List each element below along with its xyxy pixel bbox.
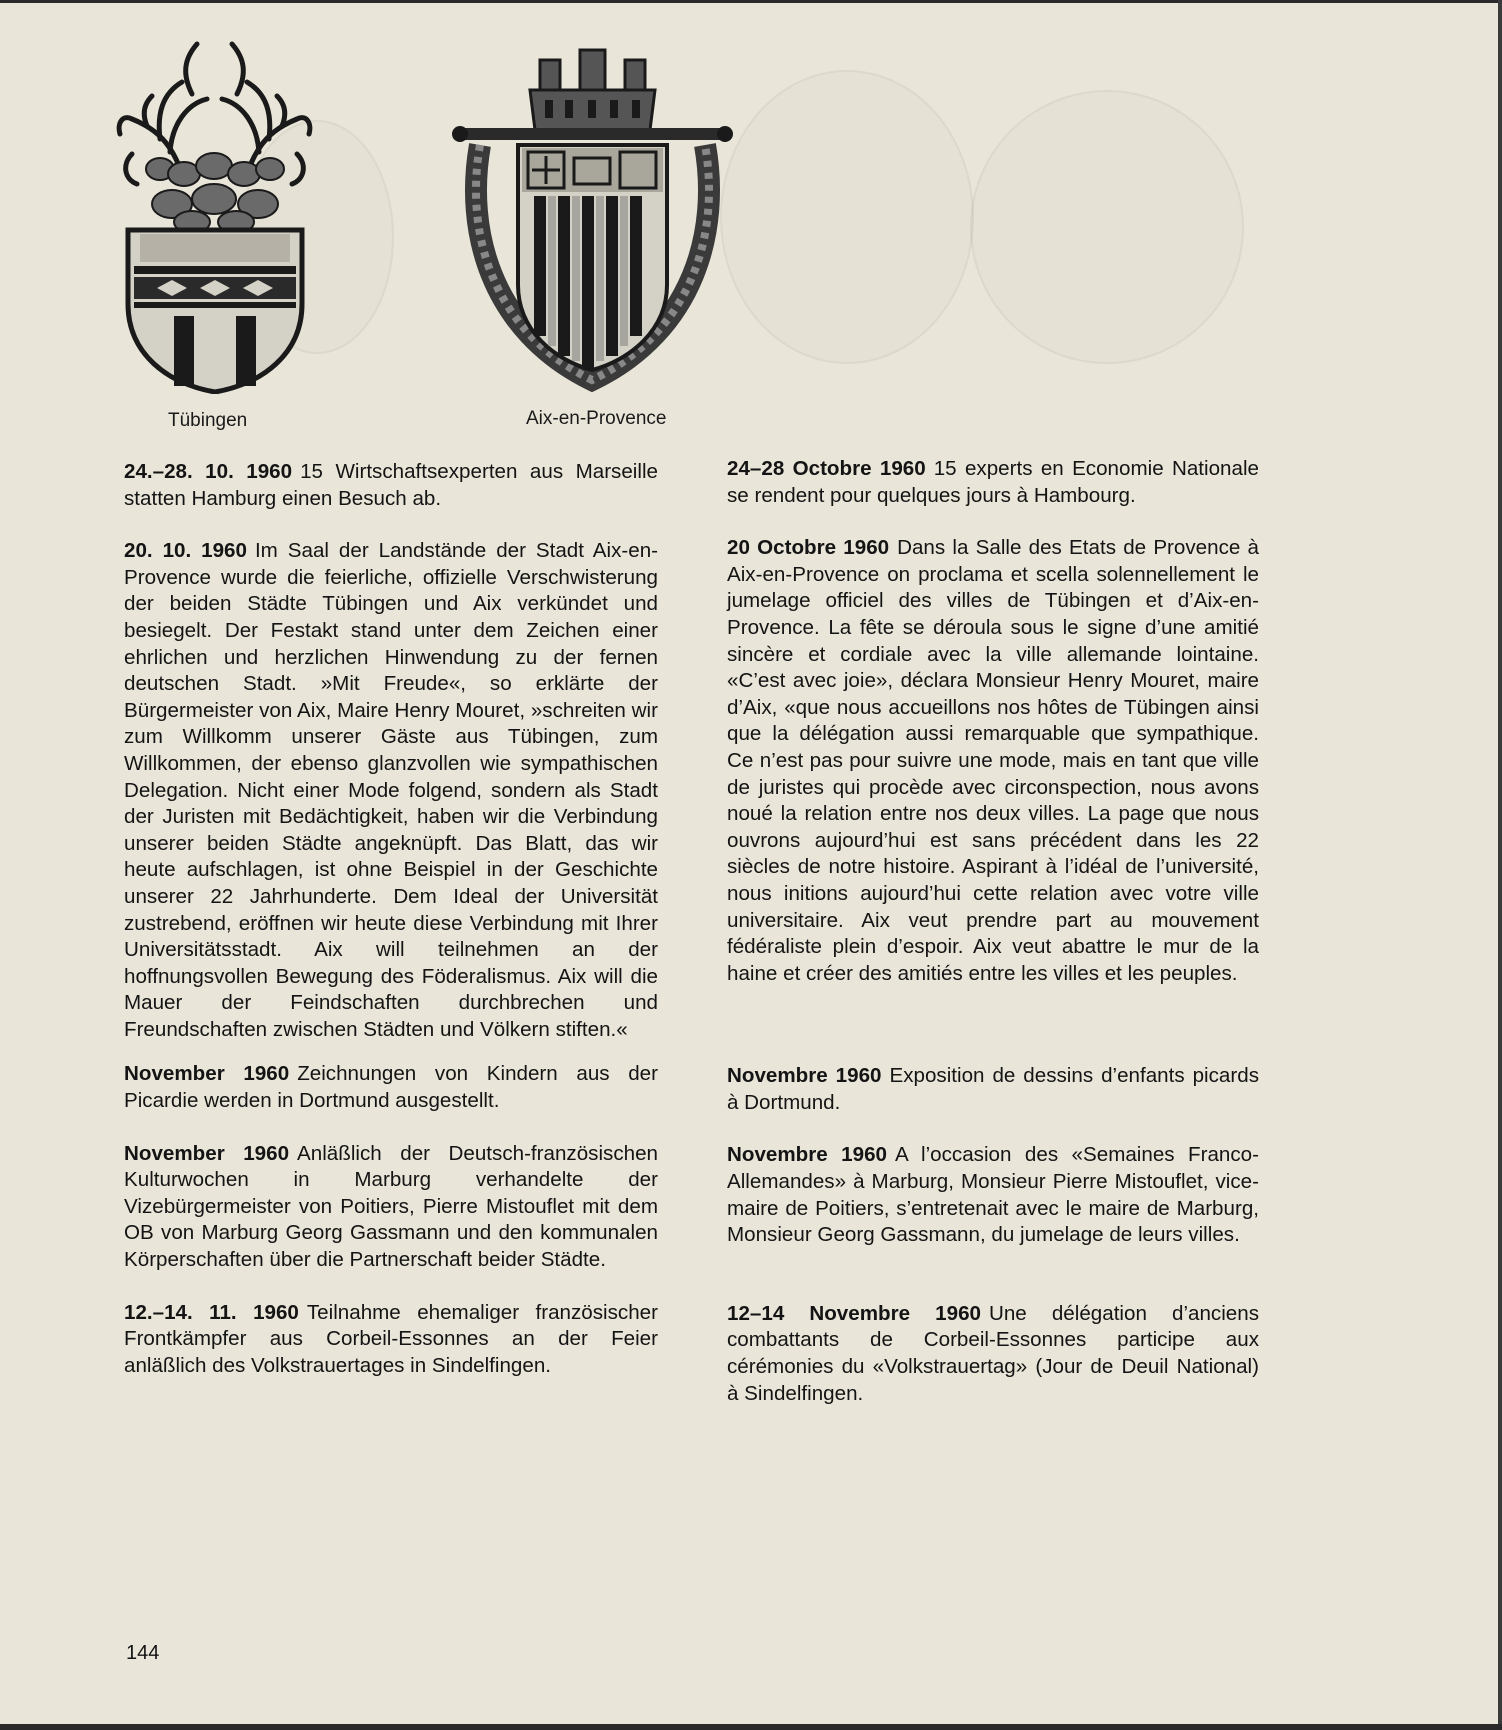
entry-text: 15 Wirtschaftsexperten aus Marseille statten Hamburg einen Besuch ab.	[124, 460, 658, 510]
entry-text: A l’occasion des «Semaines Franco-Allemandes» à Marburg, Monsieur Pierre Mistouflet, vice-maire de Poitiers, s’entretenait avec le maire de Marburg, Monsieur Georg Gassmann, du jumelage de leurs villes.	[727, 1143, 1259, 1247]
german-entry	[124, 1300, 658, 1380]
entry-text: Im Saal der Landstände der Stadt Aix-en-Provence wurde die feierliche, offizielle Verschwisterung der beiden Städte Tübingen und Aix verkündet und besiegelt. Der Festakt stand unter dem Zeichen einer ehrlichen und herzlichen Hinwendung zu der fernen deutschen Stadt. »Mit Freude«, so erklärte der Bürgermeister von Aix, Maire Henry Mouret, »schreiten wir zum Willkomm unserer Gäste aus Tübingen, zum Willkommen, der ebenso glanzvollen wie sympathischen Delegation. Nicht einer Mode folgend, sondern als Stadt der Juristen mit Bedächtigkeit, haben wir die Verbindung unserer beiden Städte angeknüpft. Das Blatt, das wir heute aufschlagen, ist ohne Beispiel in der Geschichte unserer 22 Jahrhunderte. Dem Ideal der Universität zustrebend, eröffnen wir heute diese Verbindung mit Ihrer Universitätsstadt. Aix will teilnehmen an der hoffnungsvollen Bewegung des Föderalismus. Aix will die Mauer der Feindschaften durchbrechen und Freundschaften zwischen Städten und Völkern stiften.«	[124, 539, 659, 1041]
entry-date: 24.–28. 10. 1960	[124, 460, 293, 483]
entry-date: Novembre 1960	[727, 1143, 887, 1167]
caption-aix-en-provence: Aix-en-Provence	[526, 408, 667, 429]
german-entry	[124, 459, 658, 512]
entry-date: November 1960	[124, 1062, 290, 1086]
entry-text: Teilnahme ehemaliger französischer Frontkämpfer aus Corbeil-Essonnes an der Feier anläßlich des Volkstrauertages in Sindelfingen.	[124, 1300, 658, 1377]
show-through-seal	[720, 70, 974, 364]
caption-tubingen: Tübingen	[168, 410, 248, 431]
entry-text: Une délégation d’anciens combattants de Corbeil-Essonnes participe aux cérémonies du «Volkstrauertag» (Jour de Deuil National) à Sindelfingen.	[727, 1301, 1259, 1405]
page-edge-top	[0, 0, 1502, 3]
page-edge-right	[1498, 0, 1502, 1730]
aix-en-provence-coat-of-arms	[450, 30, 735, 395]
german-entry	[124, 1061, 658, 1114]
entry-date: November 1960	[124, 1141, 290, 1165]
show-through-seal	[970, 90, 1244, 364]
entry-date: Novembre 1960	[727, 1064, 882, 1088]
entry-text: Exposition de dessins d’enfants picards à Dortmund.	[727, 1064, 1259, 1114]
french-entry	[727, 535, 1259, 987]
page-number: 144	[126, 1642, 160, 1664]
french-entry	[727, 1142, 1259, 1248]
german-entry	[124, 1141, 658, 1274]
french-column	[727, 456, 1259, 1433]
entry-text: Anläßlich der Deutsch-französischen Kulturwochen in Marburg verhandelte der Vizebürgermeister von Poitiers, Pierre Mistouflet mit dem OB von Marburg Georg Gassmann und den kommunalen Körperschaften über die Partnerschaft beider Städte.	[124, 1141, 658, 1272]
entry-date: 24–28 Octobre 1960	[727, 457, 926, 480]
entry-date: 12.–14. 11. 1960	[124, 1300, 299, 1324]
entry-text: Zeichnungen von Kindern aus der Picardie werden in Dortmund ausgestellt.	[124, 1062, 658, 1113]
german-entry	[124, 538, 658, 1043]
tubingen-coat-of-arms	[112, 34, 317, 394]
page-edge-bottom	[0, 1724, 1502, 1730]
french-entry	[727, 1063, 1259, 1116]
entry-text: 15 experts en Economie Nationale se rendent pour quelques jours à Hambourg.	[727, 457, 1259, 507]
entry-text: Dans la Salle des Etats de Provence à Aix-en-Provence on proclama et scella solennellement le jumelage officiel des villes de Tübingen et d’Aix-en-Provence. La fête se déroula sous le signe d’une amitié sincère et cordiale avec la ville allemande lointaine. «C’est avec joie», déclara Monsieur Henry Mouret, maire d’Aix, «que nous accueillons nos hôtes de Tübingen ainsi que la délégation aussi remarquable que sympathique. Ce n’est pas pour suivre une mode, mais en tant que ville de juristes qui procède avec circonspection, nous avons noué la relation entre nos deux villes. La page que nous ouvrons aujourd’hui est sans précédent dans les 22 siècles de notre histoire. Aspirant à l’idéal de l’université, nous initions aujourd’hui cette relation avec votre ville universitaire. Aix veut prendre part au mouvement fédéraliste plein d’espoir. Aix veut abattre le mur de la haine et créer des amitiés entre les villes et les peuples.	[727, 536, 1259, 985]
german-column	[124, 459, 658, 1405]
entry-date: 12–14 Novembre 1960	[727, 1301, 981, 1325]
entry-date: 20 Octobre 1960	[727, 536, 890, 560]
entry-date: 20. 10. 1960	[124, 539, 247, 563]
french-entry	[727, 1301, 1259, 1407]
french-entry	[727, 456, 1259, 509]
